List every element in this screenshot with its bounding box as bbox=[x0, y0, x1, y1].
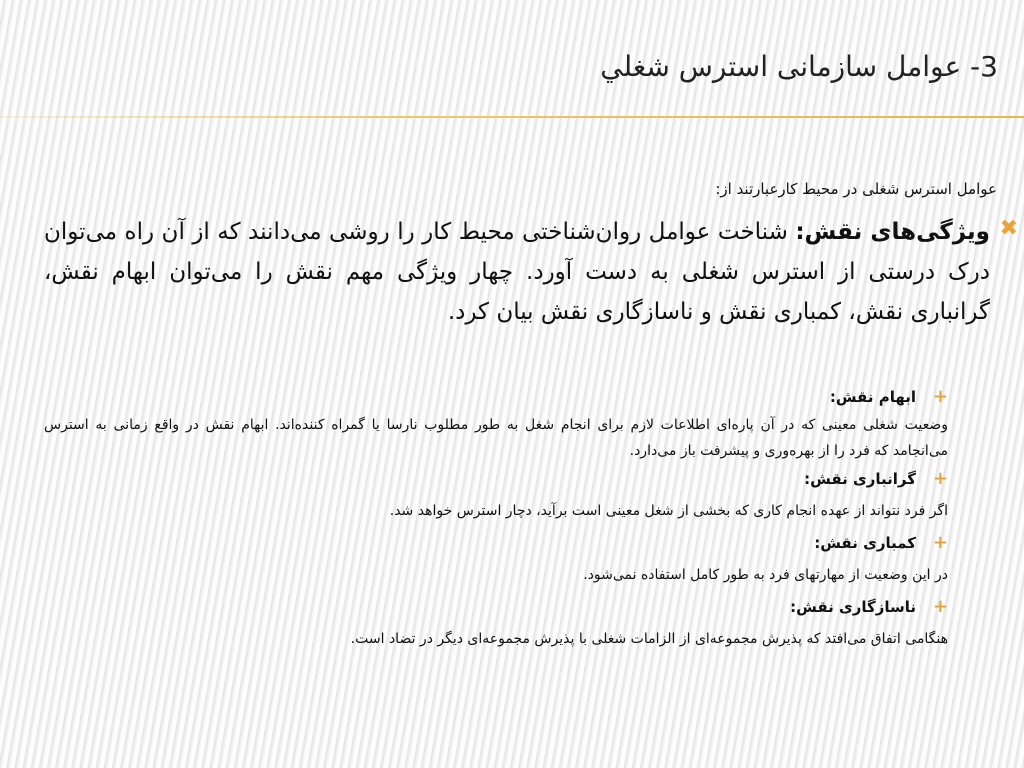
sub-description: در این وضعیت از مهارتهای فرد به طور کامل استفاده نمی‌شود. bbox=[583, 567, 948, 583]
plus-icon: + bbox=[932, 596, 948, 617]
sub-heading-label: ناسازگاری نقش: bbox=[790, 598, 916, 616]
role-sub-list bbox=[44, 382, 948, 656]
plus-icon: + bbox=[932, 468, 948, 489]
title-divider bbox=[0, 116, 1024, 118]
x-bullet-icon: ✖ bbox=[999, 216, 1018, 241]
sub-description: اگر فرد نتواند از عهده انجام کاری که بخشی از شغل معینی است برآید، دچار استرس خواهد شد. bbox=[389, 503, 948, 519]
sub-heading bbox=[44, 382, 948, 412]
sub-description: هنگامی اتفاق می‌افتد که پذیرش مجموعه‌ای از الزامات شغلی با پذیرش مجموعه‌ای دیگر در تضاد است. bbox=[350, 631, 948, 647]
plus-icon: + bbox=[932, 532, 948, 553]
sub-heading bbox=[44, 528, 948, 558]
role-body: شناخت عوامل روان‌شناختی محیط کار را روشی می‌دانند که از آن راه می‌توان درک درستی از استرس شغلی به دست آورد. چهار ویژگی مهم نقش را می‌توان ابهام نقش، گرانباری نقش، کمباری نقش و ناسازگاری نقش بیان کرد. bbox=[44, 219, 990, 325]
slide-title: 3- عوامل سازمانی استرس شغلي bbox=[600, 50, 998, 83]
sub-heading-label: ابهام نقش: bbox=[829, 388, 916, 406]
sub-heading-label: کمباری نقش: bbox=[814, 534, 916, 552]
intro-text: عوامل استرس شغلی در محیط کارعبارتند از: bbox=[715, 180, 997, 198]
role-characteristics-block bbox=[44, 212, 1018, 332]
list-item bbox=[44, 528, 948, 592]
sub-description: وضعیت شغلی معینی که در آن پاره‌ای اطلاعات لازم برای انجام شغل به طور مطلوب نارسا یا گمراه کننده‌اند. ابهام نقش در واقع زمانی به استرس می‌انجامد که فرد را از بهره‌وری و پیشرفت باز می‌دارد. bbox=[44, 417, 948, 459]
sub-heading-label: گرانباری نقش: bbox=[804, 470, 916, 488]
sub-heading bbox=[44, 592, 948, 622]
list-item bbox=[44, 464, 948, 528]
role-lead: ویژگی‌های نقش: bbox=[795, 219, 990, 245]
sub-heading bbox=[44, 464, 948, 494]
plus-icon: + bbox=[932, 386, 948, 407]
role-paragraph bbox=[44, 212, 990, 332]
list-item bbox=[44, 592, 948, 656]
list-item bbox=[44, 382, 948, 464]
